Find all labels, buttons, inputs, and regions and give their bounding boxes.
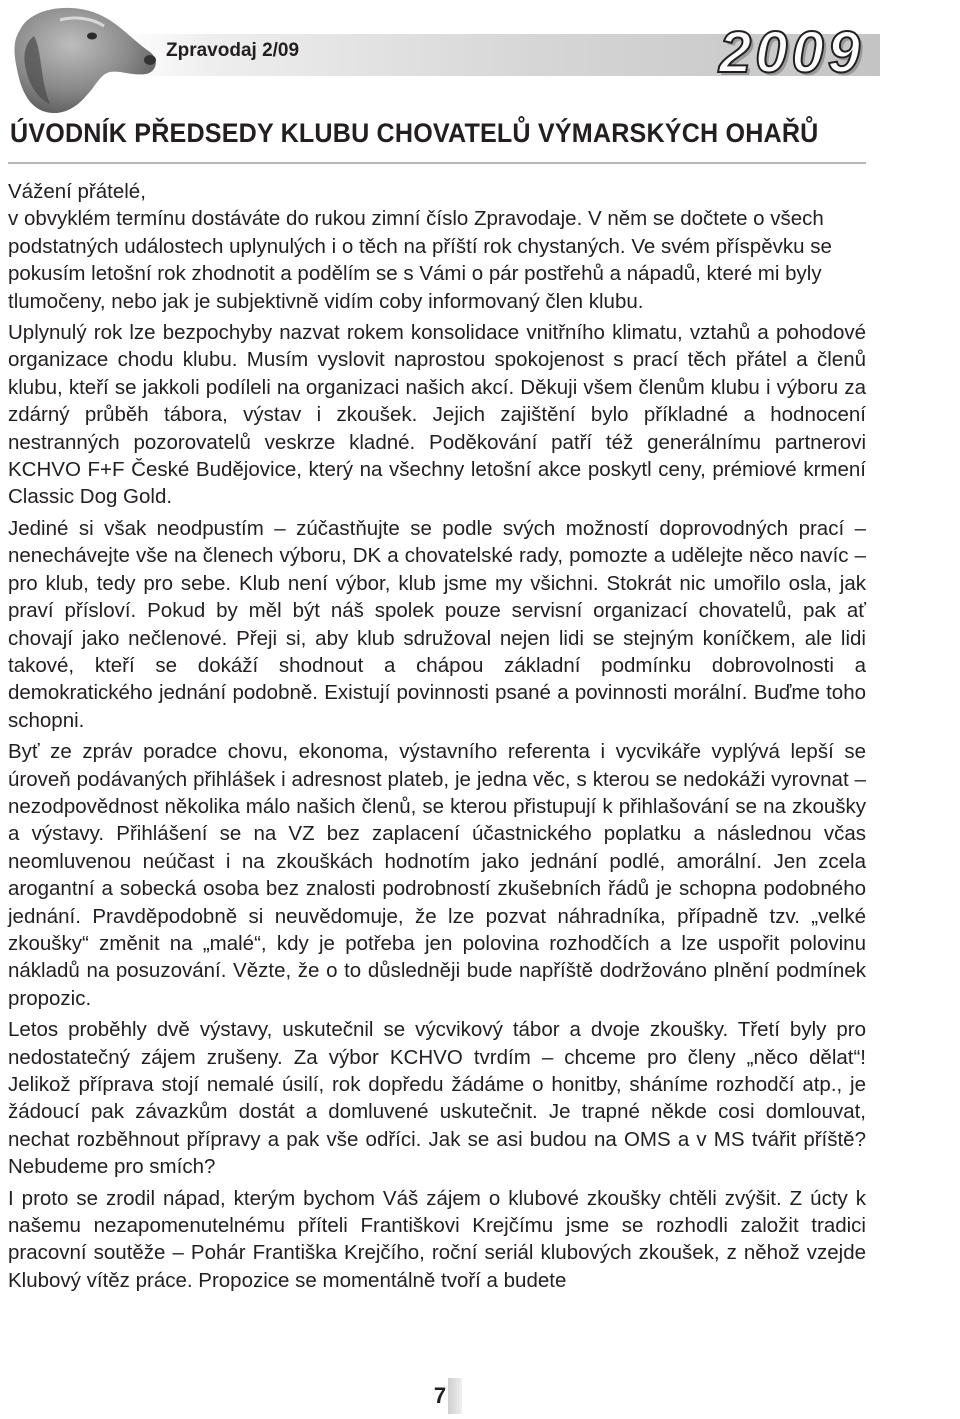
article-body [8, 178, 866, 1298]
issue-label: Zpravodaj 2/09 [166, 40, 300, 61]
paragraph-volunteering: Jediné si však neodpustím – zúčastňujte se podle svých možností doprovodných prací – nenechávejte vše na členech výboru, DK a chovatelské rady, pomozte a udělejte něco navíc – pro klub, tedy pro sebe. Klub není výbor, klub jsme my všichni. Stokrát nic umořilo osla, jak praví přísloví. Pokud by měl být náš spolek pouze servisní organizací chovatelů, pak ať chovají jako nečlenové. Přeji si, aby klub sdružoval nejen lidi se stejným koníčkem, ale lidi takové, kteří se dokáží shodnout a chápou základní podmínku dobrovolnosti a demokratického jednání podobně. Existují povinnosti psané a povinnosti morální. Buďme toho schopni. [8, 516, 866, 732]
paragraph-consolidation: Uplynulý rok lze bezpochyby nazvat rokem konsolidace vnitřního klimatu, vztahů a pohodové organizace chodu klubu. Musím vyslovit naprostou spokojenost s prací těch přátel a členů klubu, kteří se jakkoli podíleli na organizaci našich akcí. Děkuji všem členům klubu i výboru za zdárný průběh tábora, výstav i zkoušek. Jejich zajištění bylo příkladné a hodnocení nestranných pozorovatelů veskrze kladné. Poděkování patří též generálnímu partnerovi KCHVO F+F České Budějovice, který na všechny letošní akce poskytl ceny, prémiové krmení Classic Dog Gold. [8, 321, 866, 509]
weimaraner-dog-head-icon [0, 0, 170, 130]
paragraph-registrations: Byť ze zpráv poradce chovu, ekonoma, výstavního referenta i vycvikáře vyplývá lepší se úroveň podávaných přihlášek i adresnost plateb, je jedna věc, s kterou se nedokáži vyrovnat – nezodpovědnost několika málo našich členů, se kterou přistupují k přihlašování se na zkoušky a výstavy. Přihlášení se na VZ bez zaplacení účastnického poplatku a následnou včas neomluvenou neúčast i na zkouškách hodnotím jako jednání podlé, amorální. Jen zcela arogantní a sobecká osoba bez znalosti podrobností zkušebních řádů je schopna podobného jednání. Pravděpodobně si neuvědomuje, že lze pozvat náhradníka, případně tzv. „velké zkoušky“ změnit na „malé“, kdy je potřeba jen polovina rozhodčích a lze uspořit polovinu nákladů na posuzování. Vězte, že o to důsledněji bude napříště dodržováno plnění podmínek propozic. [8, 740, 866, 1010]
page-number: 7 [433, 1383, 447, 1408]
title-divider [8, 162, 866, 164]
paragraph-greeting: Vážení přátelé, v obvyklém termínu dostáváte do rukou zimní číslo Zpravodaje. V něm se dočtete o všech podstatných událostech uplynulých i o těch na příští rok chystaných. Ve svém příspěvku se pokusím letošní rok zhodnotit a podělím se s Vámi o pár postřehů a nápadů, které mi byly tlumočeny, nebo jak je subjektivně vidím coby informovaný člen klubu. [8, 180, 832, 313]
paragraph-competition: I proto se zrodil nápad, kterým bychom Váš zájem o klubové zkoušky chtěli zvýšit. Z úcty k našemu nezapomenutelnému příteli Františkovi Krejčímu jsme se rozhodli založit tradici pracovní soutěže – Pohár Františka Krejčího, roční seriál klubových zkoušek, z něhož vzejde Klubový vítěz práce. Propozice se momentálně tvoří a budete [8, 1186, 866, 1292]
paragraph-events: Letos proběhly dvě výstavy, uskutečnil se výcvikový tábor a dvoje zkoušky. Třetí byly pro nedostatečný zájem zrušeny. Za výbor KCHVO tvrdím – chceme pro členy „něco dělat“! Jelikož příprava stojí nemalé úsilí, rok dopředu žádáme o honitby, sháníme rozhodčí atp., je žádoucí pak závazkům dostát a domluvené uskutečnit. Je trapné někde cosi domlouvat, nechat rozběhnout přípravy a pak vše odříci. Jak se asi budou na OMS a v MS tvářit příště? Nebudeme pro smích? [8, 1018, 866, 1179]
page-title: ÚVODNÍK PŘEDSEDY KLUBU CHOVATELŮ VÝMARSKÝCH OHAŘŮ [10, 118, 819, 148]
year-banner: 2009 [718, 20, 864, 85]
